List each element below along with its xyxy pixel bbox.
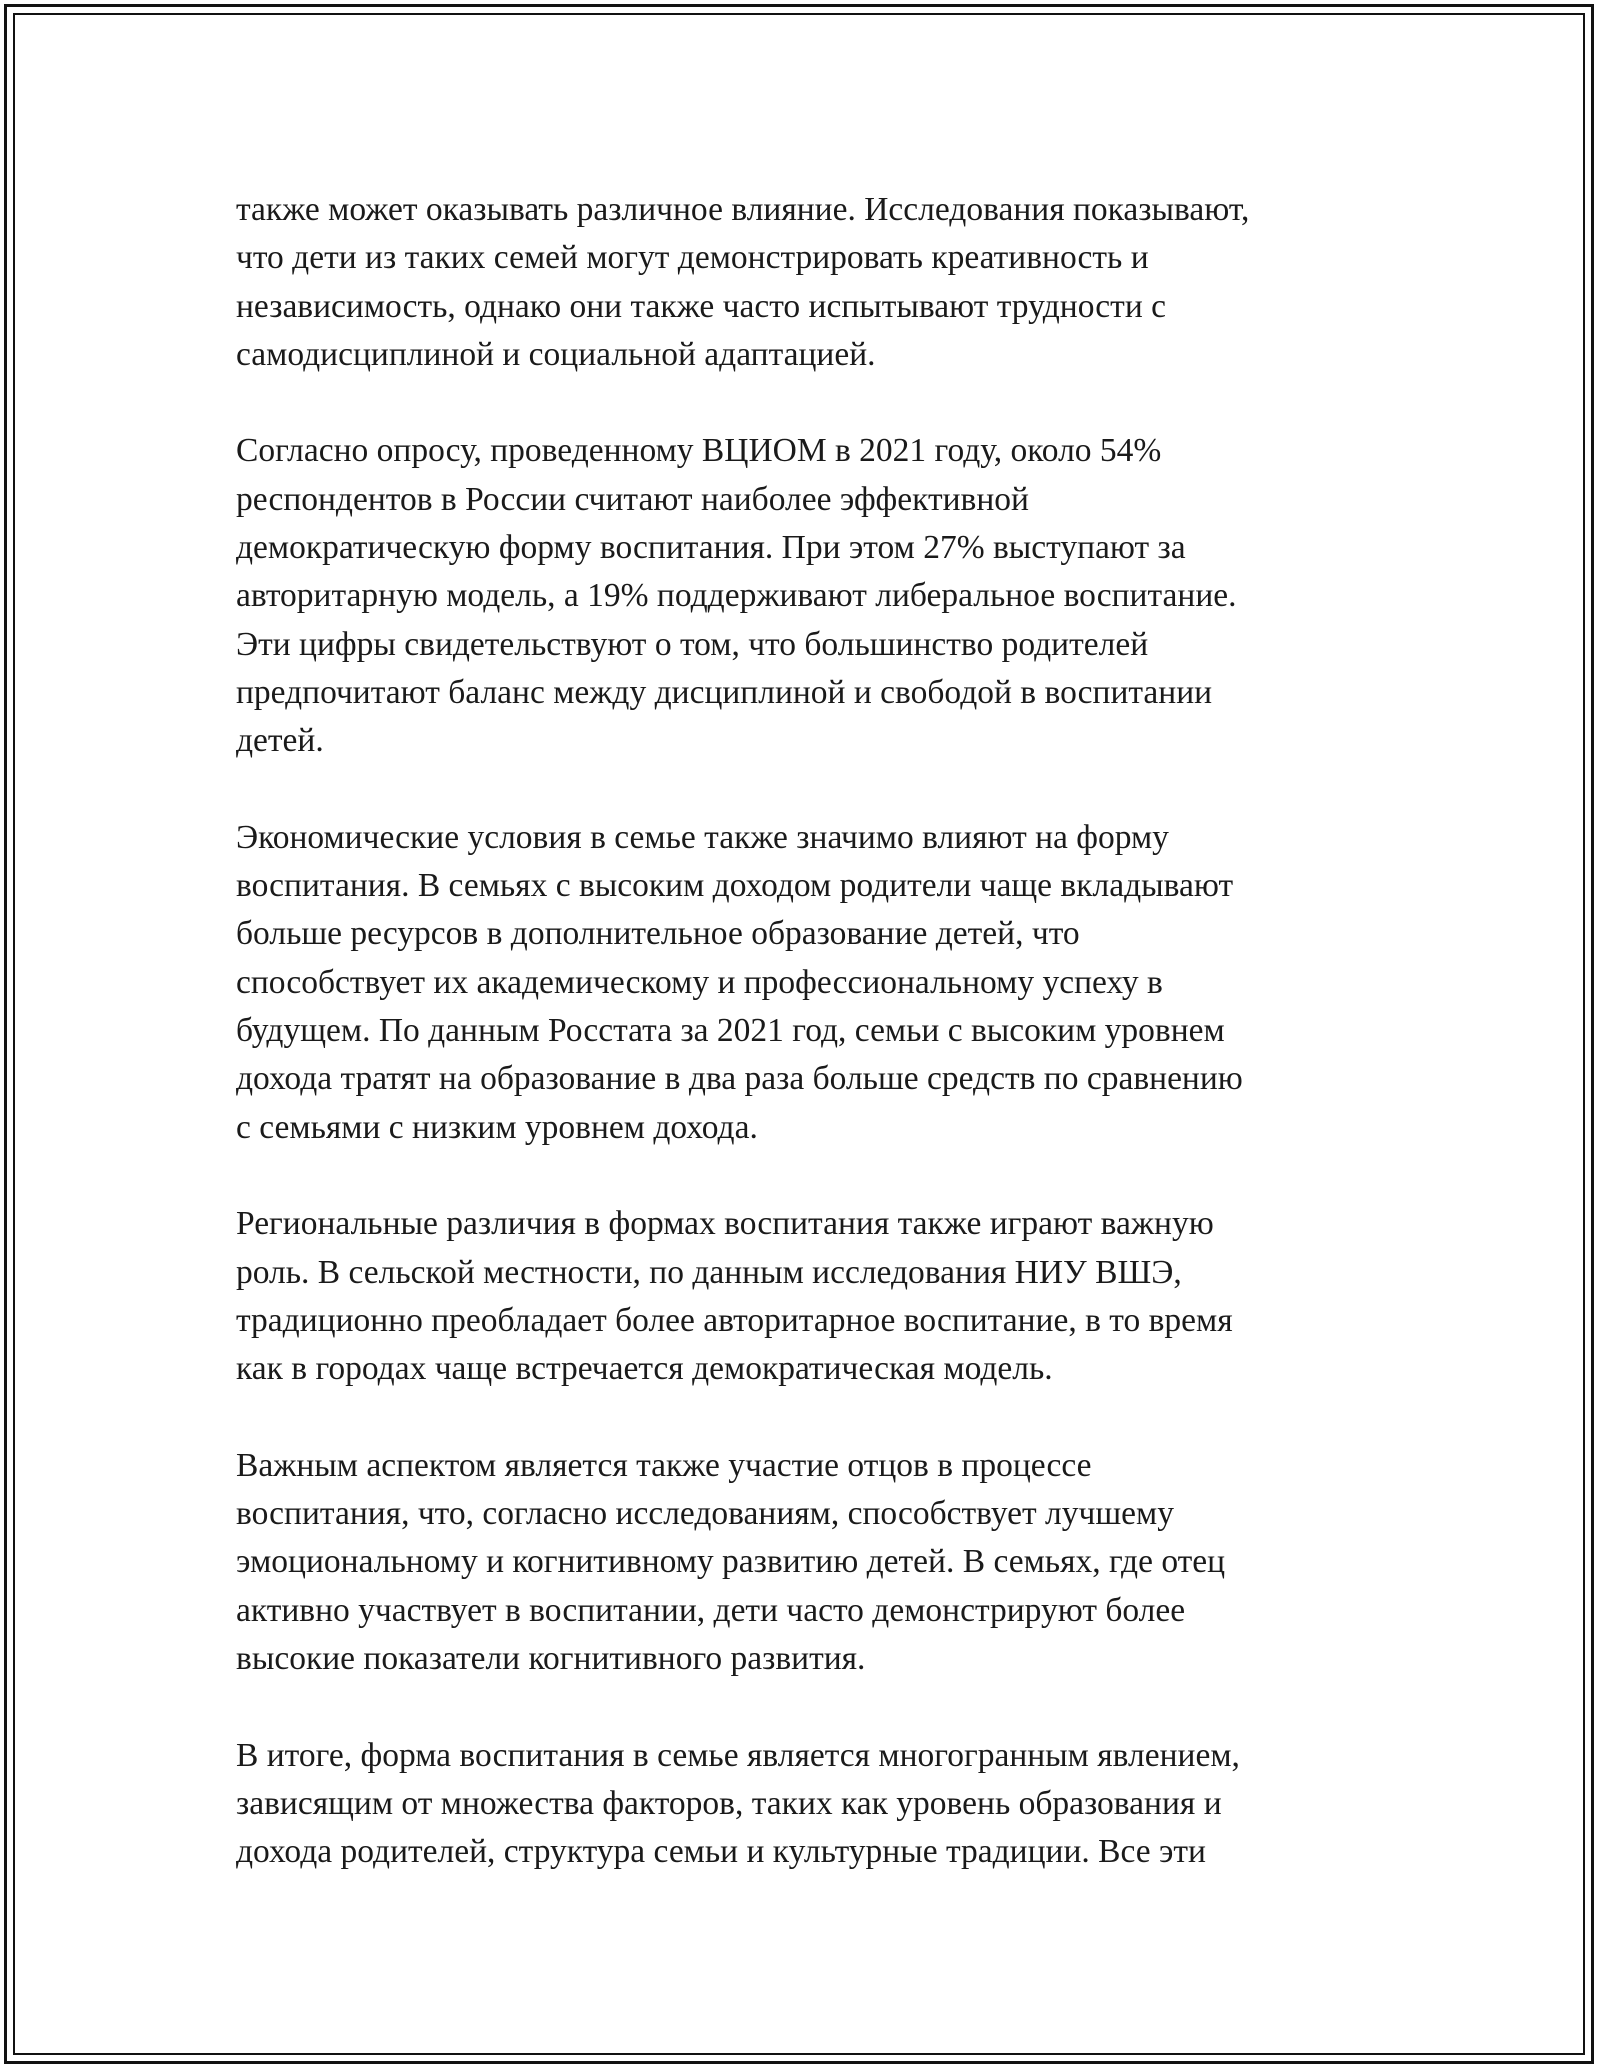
text-line: эмоциональному и когнитивному развитию детей. В семьях, где отец	[236, 1543, 1226, 1581]
document-body	[236, 186, 1366, 1925]
text-line: демократическую форму воспитания. При этом 27% выступают за	[236, 529, 1186, 567]
text-line: воспитания. В семьях с высоким доходом родители чаще вкладывают	[236, 867, 1234, 905]
paragraph-influence-outcomes	[236, 186, 1366, 379]
text-line: респондентов в России считают наиболее эффективной	[236, 480, 1029, 518]
text-line: воспитания, что, согласно исследованиям, способствует лучшему	[236, 1495, 1174, 1533]
text-line: высокие показатели когнитивного развития.	[236, 1639, 866, 1677]
text-line: роль. В сельской местности, по данным исследования НИУ ВШЭ,	[236, 1253, 1182, 1291]
text-line: Региональные различия в формах воспитания также играют важную	[236, 1205, 1214, 1243]
text-line: больше ресурсов в дополнительное образование детей, что	[236, 915, 1080, 953]
text-line: зависящим от множества факторов, таких как уровень образования и	[236, 1784, 1222, 1822]
text-line: В итоге, форма воспитания в семье является многогранным явлением,	[236, 1736, 1240, 1774]
text-line: будущем. По данным Росстата за 2021 год, семьи с высоким уровнем	[236, 1012, 1225, 1050]
text-line: независимость, однако они также часто испытывают трудности с	[236, 287, 1166, 325]
text-line: Важным аспектом является также участие отцов в процессе	[236, 1446, 1092, 1484]
paragraph-survey	[236, 427, 1366, 765]
text-line: традиционно преобладает более авторитарное воспитание, в то время	[236, 1301, 1233, 1339]
text-line: детей.	[236, 722, 324, 760]
text-line: активно участвует в воспитании, дети часто демонстрируют более	[236, 1591, 1186, 1629]
text-line: что дети из таких семей могут демонстрировать креативность и	[236, 239, 1149, 277]
text-line: Экономические условия в семье также значимо влияют на форму	[236, 818, 1169, 856]
text-line: как в городах чаще встречается демократическая модель.	[236, 1350, 1053, 1388]
paragraph-fathers-role	[236, 1442, 1366, 1683]
text-line: Согласно опросу, проведенному ВЦИОМ в 2021 году, около 54%	[236, 432, 1162, 470]
paragraph-conclusion	[236, 1732, 1366, 1877]
text-line: также может оказывать различное влияние. Исследования показывают,	[236, 191, 1250, 228]
text-line: авторитарную модель, а 19% поддерживают либеральное воспитание.	[236, 577, 1237, 615]
text-line: способствует их академическому и профессиональному успеху в	[236, 963, 1163, 1001]
text-line: с семьями с низким уровнем дохода.	[236, 1108, 758, 1146]
text-line: дохода тратят на образование в два раза больше средств по сравнению	[236, 1060, 1243, 1098]
text-line: предпочитают баланс между дисциплиной и свободой в воспитании	[236, 673, 1213, 711]
text-line: Эти цифры свидетельствуют о том, что большинство родителей	[236, 625, 1149, 663]
paragraph-economic-conditions	[236, 814, 1366, 1152]
paragraph-regional-differences	[236, 1200, 1366, 1393]
text-line: самодисциплиной и социальной адаптацией.	[236, 335, 876, 373]
text-line: дохода родителей, структура семьи и культурные традиции. Все эти	[236, 1833, 1206, 1871]
